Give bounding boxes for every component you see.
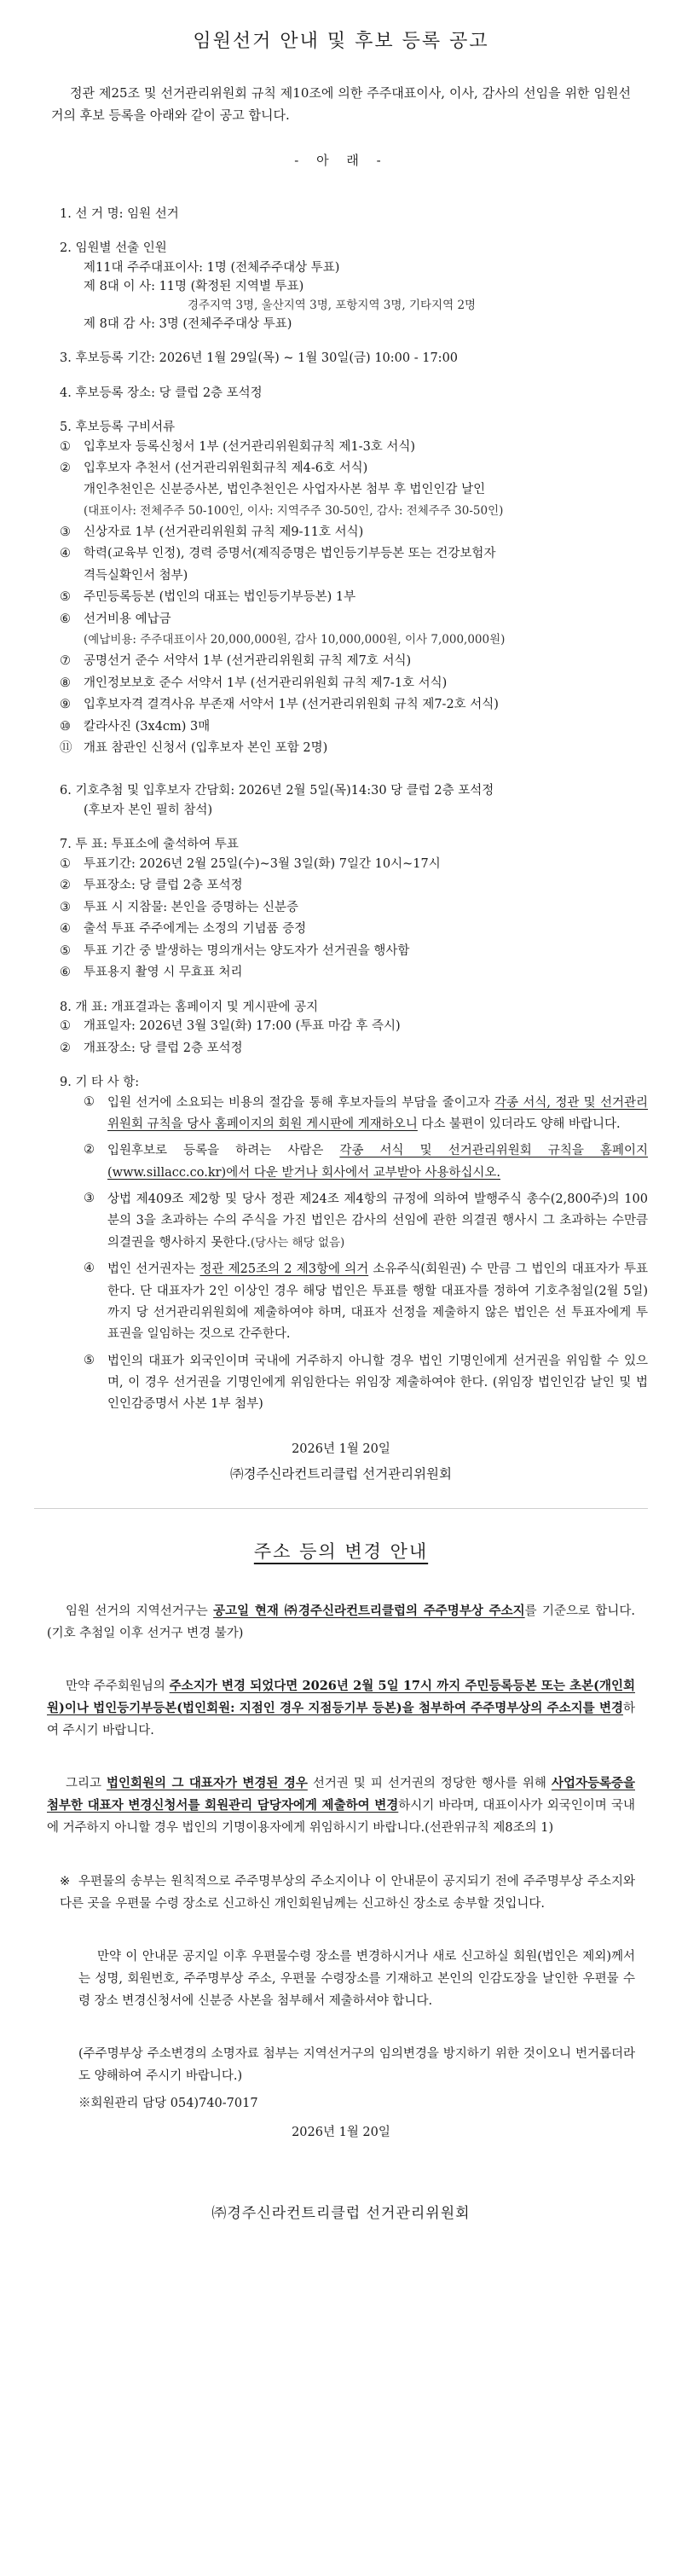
list-item: ② 입후보자 추천서 (선거관리위원회규칙 제4-6호 서식)	[60, 461, 368, 475]
address-para-2: 만약 주주회원님의 주소지가 변경 되었다면 2026년 2월 5일 17시 까지 주민등록등본 또는 초본(개인회원)이나 법인등기부등본(법인회원: 지점인 경우 지점등기부 등본)을 첨부하여 주주명부상의 주소지를 변경하여 주시기 바랍니다.	[47, 1679, 635, 1738]
lottery-note: (후보자 본인 필히 참석)	[84, 803, 213, 817]
list-item: ⑨ 입후보자격 결격사유 부존재 서약서 1부 (선거관리위원회 규칙 제7-2호 서식)	[60, 698, 499, 712]
item-counting	[60, 998, 648, 1058]
seats-ceo: 제11대 주주대표이사: 1명 (전체주주대상 투표)	[84, 260, 340, 275]
list-item: ⑧ 개인정보보호 준수 서약서 1부 (선거관리위원회 규칙 제7-1호 서식)	[60, 676, 448, 690]
item-election-name: 1. 선 거 명: 임원 선거	[60, 206, 179, 221]
item-misc	[60, 1073, 648, 1416]
list-item: (예납비용: 주주대표이사 20,000,000원, 감사 10,000,000원, 이사 7,000,000원)	[84, 633, 506, 647]
lottery-line: 6. 기호추첨 및 입후보자 간담회: 2026년 2월 5일(목)14:30 당 클럽 2층 포석정	[60, 784, 494, 798]
misc-note-3: ③ 상법 제409조 제2항 및 당사 정관 제24조 제4항의 규정에 의하여 발행주식 총수(2,800주)의 100분의 3을 초과하는 수의 주식을 가진 법인은 감사의 선임에 관한 의결권 행사시 그 초과하는 수만큼 의결권을 행사하지 못한다.(당사는 해당 없음)	[84, 1192, 648, 1250]
address-para-5: 만약 이 안내문 공지일 이후 우편물수령 장소를 변경하시거나 새로 신고하실 회원(법인은 제외)께서는 성명, 회원번호, 주주명부상 주소, 우편물 수령장소를 기재하고 본인의 인감도장을 날인한 우편물 수령 장소 변경신청서에 신분증 사본을 첨부해서 제출하셔야 합니다.	[78, 1949, 635, 2008]
misc-note-2: ② 입원후보로 등록을 하려는 사람은 각종 서식 및 선거관리위원회 규칙을 홈페이지 (www.sillacc.co.kr)에서 다운 받거나 회사에서 교부받아 사용하십시오.	[84, 1143, 648, 1180]
section-separator	[34, 1508, 648, 1509]
item-registration-period: 3. 후보등록 기간: 2026년 1월 29일(목) ~ 1월 30일(금) 10:00 - 17:00	[60, 351, 459, 366]
list-item: ⑪ 개표 참관인 신청서 (입후보자 본인 포함 2명)	[60, 740, 328, 755]
notice-body	[60, 205, 648, 1416]
counting-list	[60, 1017, 648, 1058]
voting-list	[60, 855, 648, 983]
list-item: ② 투표장소: 당 클럽 2층 포석정	[60, 879, 243, 893]
list-item: ⑩ 칼라사진 (3x4cm) 3매	[60, 719, 211, 734]
list-item: (대표이사: 전체주주 50-100인, 이사: 지역주주 30-50인, 감사: 전체주주 30-50인)	[84, 503, 504, 518]
section-divider-label: - 아 래 -	[294, 152, 388, 168]
list-item: ① 입후보자 등록신청서 1부 (선거관리위원회규칙 제1-3호 서식)	[60, 439, 416, 454]
voting-heading: 7. 투 표: 투표소에 출석하여 투표	[60, 838, 239, 852]
list-item: ④ 학력(교육부 인정), 경력 증명서(제직증명은 법인등기부등본 또는 건강보험자	[60, 547, 496, 561]
list-item: ⑤ 주민등록등본 (법인의 대표는 법인등기부등본) 1부	[60, 590, 356, 605]
address-notice-date: 2026년 1월 20일	[292, 2126, 390, 2140]
note-mark-icon: ※	[60, 1874, 71, 1888]
document-page	[0, 27, 682, 2225]
misc-heading: 9. 기 타 사 항:	[60, 1076, 140, 1090]
list-item: ③ 투표 시 지참물: 본인을 증명하는 신분증	[60, 900, 299, 914]
notice-title: 임원선거 안내 및 후보 등록 공고	[193, 31, 489, 52]
list-item: ⑤ 투표 기간 중 발생하는 명의개서는 양도자가 선거권을 행사함	[60, 943, 410, 958]
item-documents	[60, 418, 648, 757]
misc-notes	[84, 1093, 648, 1416]
seats-directors-regions: 경주지역 3명, 울산지역 3명, 포항지역 3명, 기타지역 2명	[188, 298, 477, 312]
contact-info: ※회원관리 담당 054)740-7017	[78, 2097, 258, 2111]
address-para-1: 임원 선거의 지역선거구는 공고일 현재 ㈜경주신라컨트리클럽의 주주명부상 주소지를 기준으로 합니다.(기호 추첨일 이후 선거구 변경 불가)	[47, 1603, 635, 1640]
item-seats	[60, 239, 648, 334]
address-para-6: (주주명부상 주소변경의 소명자료 첨부는 지역선거구의 임의변경을 방지하기 위한 것이오니 번거롭더라도 양해하여 주시기 바랍니다.)	[78, 2047, 635, 2084]
seats-auditors: 제 8대 감 사: 3명 (전체주주대상 투표)	[84, 316, 292, 331]
documents-list	[60, 438, 648, 758]
address-notice-organization: ㈜경주신라컨트리클럽 선거관리위원회	[211, 2204, 471, 2222]
list-item: ① 개표일자: 2026년 3월 3일(화) 17:00 (투표 마감 후 즉시)	[60, 1019, 401, 1034]
documents-heading: 5. 후보등록 구비서류	[60, 421, 176, 435]
misc-note-5: ⑤ 법인의 대표가 외국인이며 국내에 거주하지 아니할 경우 법인 기명인에게 선거권을 위임할 수 있으며, 이 경우 선거권을 기명인에게 위임한다는 위임장 제출하여야 한다. (위임장 법인인감 날인 및 법인인감증명서 사본 1부 첨부)	[84, 1353, 648, 1412]
notice-intro: 정관 제25조 및 선거관리위원회 규칙 제10조에 의한 주주대표이사, 이사, 감사의 선임을 위한 임원선거의 후보 등록을 아래와 같이 공고 합니다.	[51, 85, 631, 124]
seats-directors: 제 8대 이 사: 11명 (확정된 지역별 투표)	[84, 280, 304, 294]
item-lottery-meeting	[60, 781, 648, 820]
list-item: ② 개표장소: 당 클럽 2층 포석정	[60, 1041, 243, 1055]
list-item: 격득실확인서 첨부)	[84, 568, 188, 583]
seats-heading: 2. 임원별 선출 인원	[60, 241, 167, 256]
misc-note-4: ④ 법인 선거권자는 정관 제25조의 2 제3항에 의거 소유주식(회원권) 수 만큼 그 법인의 대표자가 투표 한다. 단 대표자가 2인 이상인 경우 해당 법인은 투표를 행할 대표자를 정하여 기호추첨일(2월 5일)까지 당 선거관리위원회에 제출하여야 하며, 대표자 선정을 제출하지 않은 법인은 선 투표자에게 투표권을 일임하는 것으로 간주한다.	[84, 1262, 648, 1342]
address-para-4: ※ 우편물의 송부는 원칙적으로 주주명부상의 주소지이나 이 안내문이 공지되기 전에 주주명부상 주소지와 다른 곳을 우편물 수령 장소로 신고하신 개인회원님께는 신고하신 장소로 송부할 것입니다.	[60, 1871, 635, 1915]
list-item: ⑦ 공명선거 준수 서약서 1부 (선거관리위원회 규칙 제7호 서식)	[60, 654, 412, 669]
address-notice-title: 주소 등의 변경 안내	[253, 1541, 429, 1563]
misc-note-1: ① 입원 선거에 소요되는 비용의 절감을 통해 후보자들의 부담을 줄이고자 각종 서식, 정관 및 선거관리위원회 규칙을 당사 홈페이지의 회원 게시판에 게재하오니 다소 불편이 있더라도 양해 바랍니다.	[84, 1094, 648, 1131]
item-voting	[60, 835, 648, 982]
address-para-3: 그리고 법인회원의 그 대표자가 변경된 경우 선거권 및 피 선거권의 정당한 행사를 위해 사업자등록증을 첨부한 대표자 변경신청서를 회원관리 담당자에게 제출하여 변경하시기 바라며, 대표이사가 외국인이며 국내에 거주하지 아니할 경우 법인의 기명이용자에게 위임하시기 바랍니다.(선관위규칙 제8조의 1)	[47, 1776, 636, 1836]
list-item: ④ 출석 투표 주주에게는 소정의 기념품 증정	[60, 922, 307, 937]
list-item: ① 투표기간: 2026년 2월 25일(수)~3월 3일(화) 7일간 10시~17시	[60, 856, 441, 871]
list-item: ⑥ 투표용지 촬영 시 무효표 처리	[60, 966, 243, 980]
counting-heading: 8. 개 표: 개표결과는 홈페이지 및 게시판에 공지	[60, 1000, 319, 1014]
list-item: ③ 신상자료 1부 (선거관리위원회 규칙 제9-11호 서식)	[60, 525, 364, 539]
item-registration-place: 4. 후보등록 장소: 당 클럽 2층 포석정	[60, 386, 263, 400]
list-item: 개인추천인은 신분증사본, 법인추천인은 사업자사본 첨부 후 법인인감 날인	[84, 483, 486, 497]
notice-organization: ㈜경주신라컨트리클럽 선거관리위원회	[230, 1466, 452, 1482]
notice-date: 2026년 1월 20일	[292, 1442, 390, 1456]
list-item: ⑥ 선거비용 예납금	[60, 612, 171, 626]
